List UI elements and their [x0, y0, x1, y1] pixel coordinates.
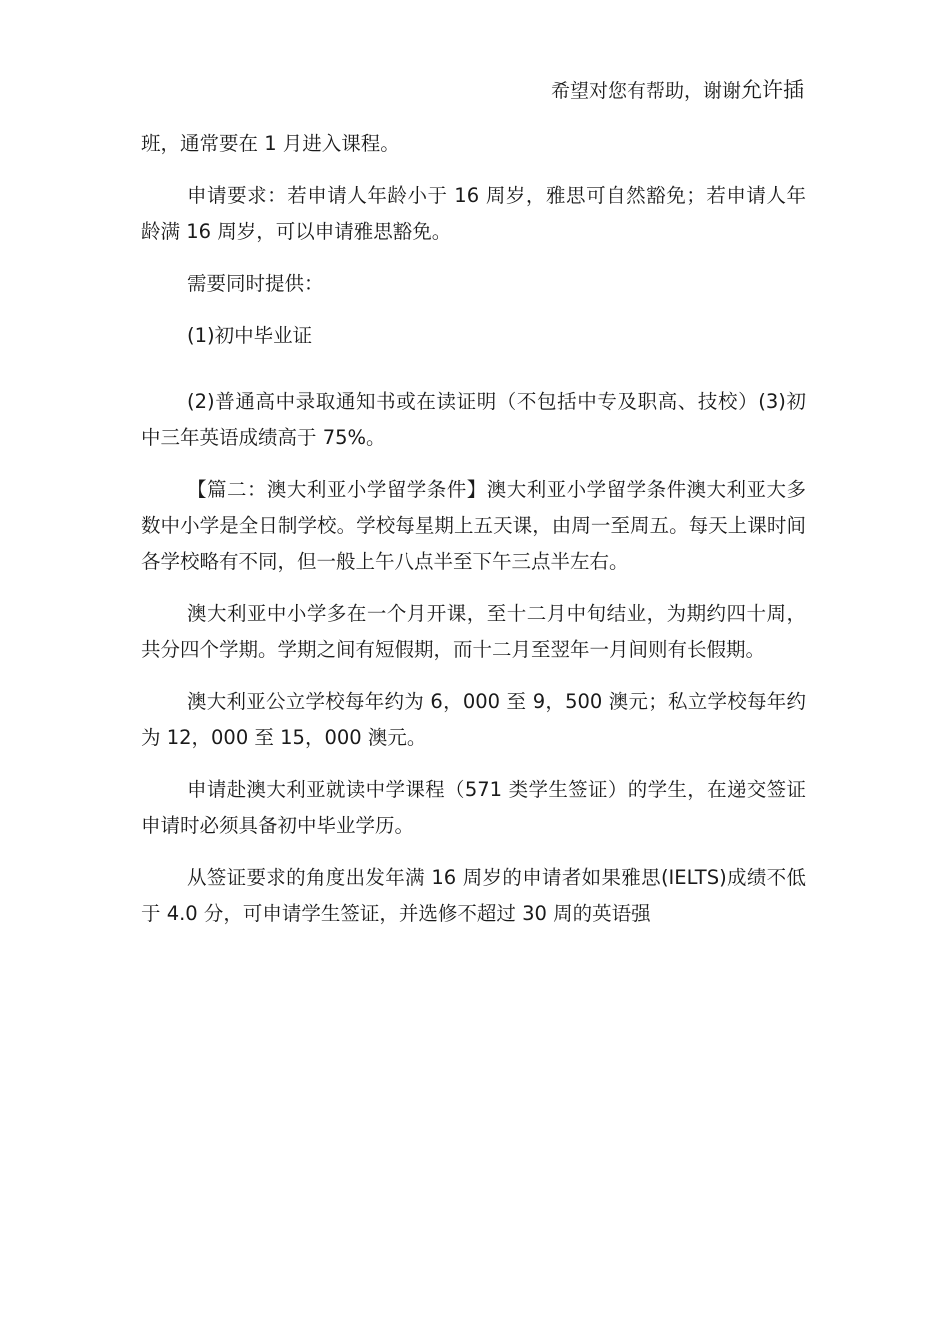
paragraph: 澳大利亚中小学多在一个月开课，至十二月中旬结业，为期约四十周，共分四个学期。学期之间有短假期，而十二月至翌年一月间则有长假期。	[141, 602, 806, 661]
paragraph: 澳大利亚公立学校每年约为 6，000 至 9，500 澳元；私立学校每年约为 12，000 至 15，000 澳元。	[141, 690, 806, 749]
paragraph: (2)普通高中录取通知书或在读证明（不包括中专及职高、技校）(3)初中三年英语成绩高于 75%。	[141, 390, 806, 449]
paragraph: 需要同时提供：	[187, 272, 324, 295]
paragraph: 【篇二：澳大利亚小学留学条件】澳大利亚小学留学条件澳大利亚大多数中小学是全日制学校。学校每星期上五天课，由周一至周五。每天上课时间各学校略有不同，但一般上午八点半至下午三点半左右。	[141, 478, 806, 573]
header-note	[551, 76, 804, 105]
paragraph: 申请要求：若申请人年龄小于 16 周岁，雅思可自然豁免；若申请人年龄满 16 周岁，可以申请雅思豁免。	[141, 184, 806, 243]
header-note-text: 希望对您有帮助，谢谢	[550, 80, 741, 102]
paragraph: 班，通常要在 1 月进入课程。	[141, 132, 400, 155]
paragraph: 申请赴澳大利亚就读中学课程（571 类学生签证）的学生，在递交签证申请时必须具备初中毕业学历。	[141, 778, 806, 837]
paragraph: (1)初中毕业证	[187, 324, 313, 347]
paragraph: 从签证要求的角度出发年满 16 周岁的申请者如果雅思(IELTS)成绩不低于 4.0 分，可申请学生签证，并选修不超过 30 周的英语强	[141, 866, 806, 925]
header-note-text-large: 允许插	[741, 78, 804, 102]
body-text	[141, 126, 806, 948]
